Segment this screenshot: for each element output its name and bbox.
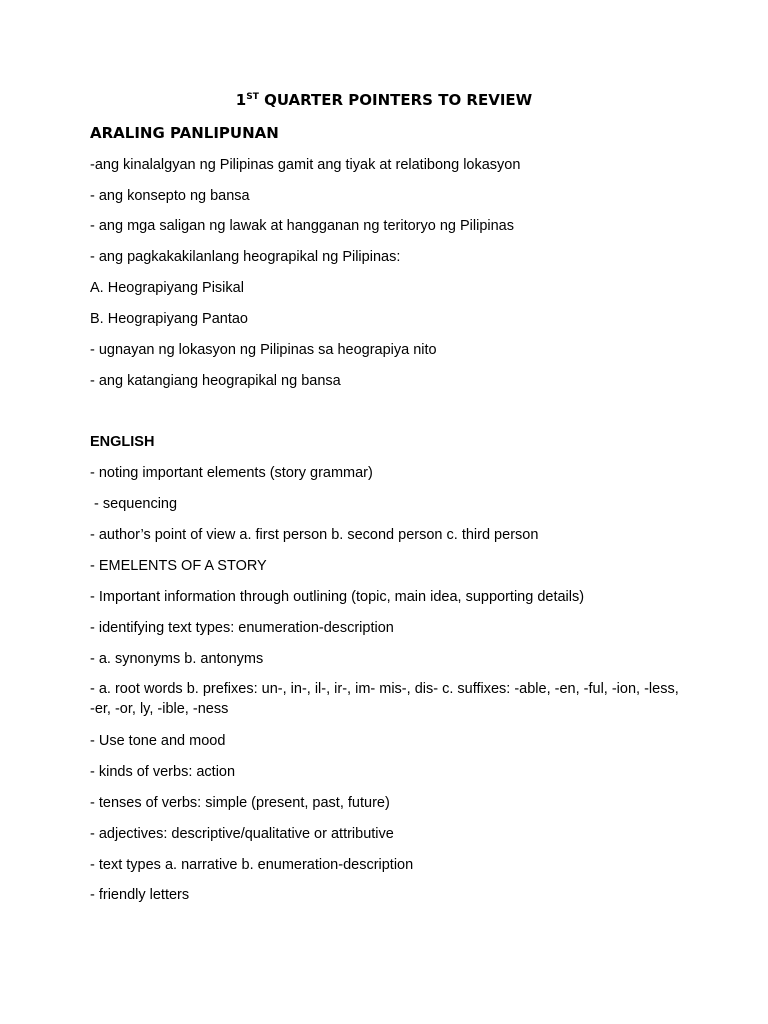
list-item: - identifying text types: enumeration-description xyxy=(90,620,394,636)
list-item: - text types a. narrative b. enumeration-description xyxy=(90,857,414,873)
title-rest: QUARTER POINTERS TO REVIEW xyxy=(258,91,533,109)
list-item: - author’s point of view a. first person b. second person c. third person xyxy=(90,527,539,543)
list-item: - friendly letters xyxy=(90,887,190,903)
list-item: - tenses of verbs: simple (present, past, future) xyxy=(90,795,390,811)
list-item: - ang mga saligan ng lawak at hangganan ng teritoryo ng Pilipinas xyxy=(90,218,514,234)
list-item: - adjectives: descriptive/qualitative or attributive xyxy=(90,826,394,842)
section-heading-english: ENGLISH xyxy=(90,434,155,450)
list-item: - a. synonyms b. antonyms xyxy=(90,651,264,667)
title-prefix: 1 xyxy=(235,91,247,109)
list-item: - sequencing xyxy=(90,496,178,512)
list-item: - ang konsepto ng bansa xyxy=(90,188,250,204)
list-item: - noting important elements (story grammar) xyxy=(90,465,373,481)
list-item: - ugnayan ng lokasyon ng Pilipinas sa heograpiya nito xyxy=(90,342,437,358)
list-item: - ang katangiang heograpikal ng bansa xyxy=(90,373,341,389)
list-item: - Use tone and mood xyxy=(90,733,226,749)
list-item: -ang kinalalgyan ng Pilipinas gamit ang tiyak at relatibong lokasyon xyxy=(90,157,521,173)
list-item: - Important information through outlining (topic, main idea, supporting details) xyxy=(90,589,585,605)
list-item: - EMELENTS OF A STORY xyxy=(90,558,267,574)
list-item: A. Heograpiyang Pisikal xyxy=(90,280,244,296)
list-item: - ang pagkakakilanlang heograpikal ng Pilipinas: xyxy=(90,249,401,265)
title-superscript: ST xyxy=(246,92,259,102)
list-item: B. Heograpiyang Pantao xyxy=(90,311,248,327)
list-item: - a. root words b. prefixes: un-, in-, il-, ir-, im- mis-, dis- c. suffixes: -able, -en, -ful, -ion, -less, -er, -or, ly, -ible, -ness xyxy=(90,681,679,717)
section-heading-araling-panlipunan: ARALING PANLIPUNAN xyxy=(90,124,279,142)
list-item: - kinds of verbs: action xyxy=(90,764,236,780)
page-title xyxy=(0,90,768,110)
